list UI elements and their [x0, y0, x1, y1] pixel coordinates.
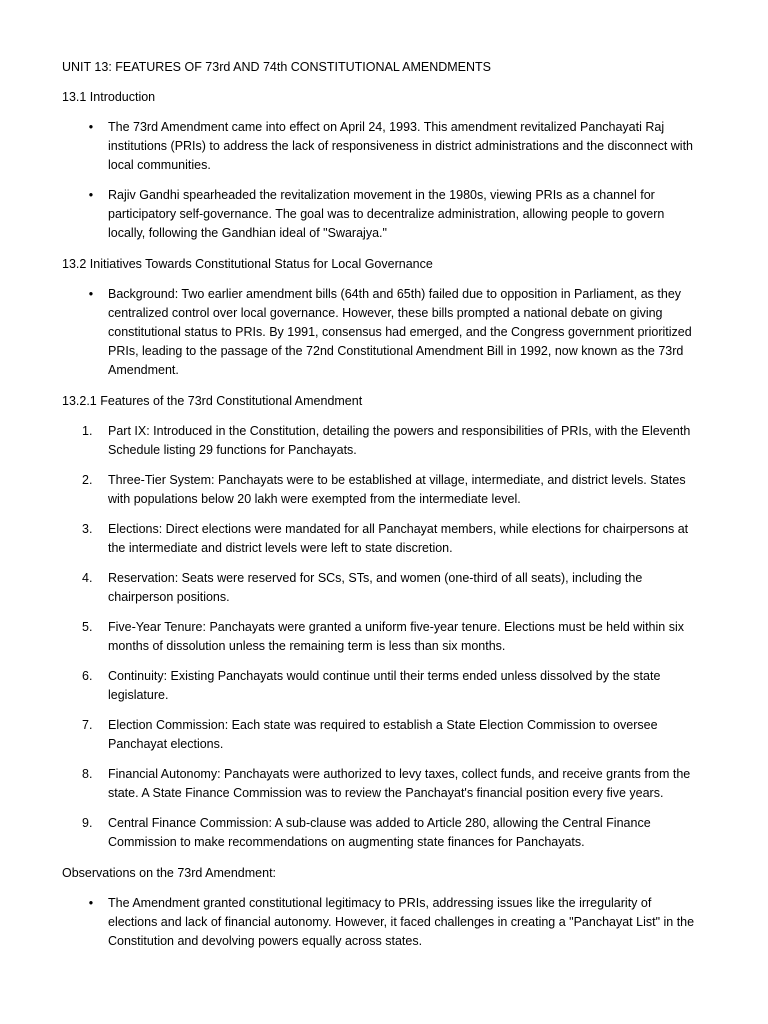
- list-item-text: Continuity: Existing Panchayats would continue until their terms ended unless dissolved by the state legislature.: [108, 669, 661, 702]
- list-item-text: Election Commission: Each state was required to establish a State Election Commission to oversee Panchayat elections.: [108, 718, 658, 751]
- list-item: [62, 618, 698, 656]
- list-item: [62, 814, 698, 852]
- section-heading-introduction: 13.1 Introduction: [62, 90, 156, 104]
- list-item: [62, 894, 698, 951]
- list-item-text: Background: Two earlier amendment bills (64th and 65th) failed due to opposition in Parliament, as they centralized control over local governance. However, these bills prompted a national debate on giving constitutional status to PRIs. By 1991, consensus had emerged, and the Congress government prioritized PRIs, leading to the passage of the 72nd Constitutional Amendment Bill in 1992, now known as the 73rd Amendment.: [108, 287, 692, 377]
- list-item-text: Rajiv Gandhi spearheaded the revitalization movement in the 1980s, viewing PRIs as a channel for participatory self-governance. The goal was to decentralize administration, allowing people to govern locally, following the Gandhian ideal of "Swarajya.": [108, 188, 665, 240]
- bullet-marker: •: [88, 188, 94, 202]
- list-item: [62, 765, 698, 803]
- list-item-text: Reservation: Seats were reserved for SCs, STs, and women (one-third of all seats), including the chairperson positions.: [108, 571, 643, 604]
- introduction-bullet-list: [62, 118, 698, 243]
- list-item-text: Financial Autonomy: Panchayats were authorized to levy taxes, collect funds, and receive grants from the state. A State Finance Commission was to review the Panchayat's financial position every five years.: [108, 767, 691, 800]
- list-number: 8.: [82, 767, 93, 781]
- list-item: [62, 716, 698, 754]
- list-number: 1.: [82, 424, 93, 438]
- bullet-marker: •: [88, 896, 94, 910]
- list-item: [62, 186, 698, 243]
- list-number: 7.: [82, 718, 93, 732]
- initiatives-bullet-list: [62, 285, 698, 380]
- section-heading-features: 13.2.1 Features of the 73rd Constitutional Amendment: [62, 394, 363, 408]
- list-number: 2.: [82, 473, 93, 487]
- bullet-marker: •: [88, 287, 94, 301]
- section-heading-observations: Observations on the 73rd Amendment:: [62, 866, 277, 880]
- list-item: [62, 471, 698, 509]
- list-item-text: The Amendment granted constitutional legitimacy to PRIs, addressing issues like the irregularity of elections and lack of financial autonomy. However, it faced challenges in creating a "Panchayat List" in the Constitution and devolving powers equally across states.: [108, 896, 695, 948]
- list-item-text: Central Finance Commission: A sub-clause was added to Article 280, allowing the Central Finance Commission to make recommendations on augmenting state finances for Panchayats.: [108, 816, 651, 849]
- list-item: [62, 285, 698, 380]
- bullet-marker: •: [88, 120, 94, 134]
- list-item-text: The 73rd Amendment came into effect on April 24, 1993. This amendment revitalized Panchayati Raj institutions (PRIs) to address the lack of responsiveness in district administrations and the disconnect with local communities.: [108, 120, 693, 172]
- list-number: 6.: [82, 669, 93, 683]
- observations-bullet-list: [62, 894, 698, 951]
- list-item: [62, 667, 698, 705]
- unit-title: UNIT 13: FEATURES OF 73rd AND 74th CONSTITUTIONAL AMENDMENTS: [62, 60, 492, 74]
- list-number: 4.: [82, 571, 93, 585]
- list-item-text: Part IX: Introduced in the Constitution, detailing the powers and responsibilities of PRIs, with the Eleventh Schedule listing 29 functions for Panchayats.: [108, 424, 691, 457]
- list-number: 9.: [82, 816, 93, 830]
- list-item-text: Elections: Direct elections were mandated for all Panchayat members, while elections for chairpersons at the intermediate and district levels were left to state discretion.: [108, 522, 689, 555]
- list-item: [62, 118, 698, 175]
- list-item: [62, 422, 698, 460]
- list-item: [62, 569, 698, 607]
- list-number: 3.: [82, 522, 93, 536]
- features-numbered-list: [62, 422, 698, 852]
- list-item-text: Five-Year Tenure: Panchayats were granted a uniform five-year tenure. Elections must be held within six months of dissolution unless the remaining term is less than six months.: [108, 620, 684, 653]
- list-number: 5.: [82, 620, 93, 634]
- section-heading-initiatives: 13.2 Initiatives Towards Constitutional Status for Local Governance: [62, 257, 433, 271]
- list-item: [62, 520, 698, 558]
- list-item-text: Three-Tier System: Panchayats were to be established at village, intermediate, and district levels. States with populations below 20 lakh were exempted from the intermediate level.: [108, 473, 686, 506]
